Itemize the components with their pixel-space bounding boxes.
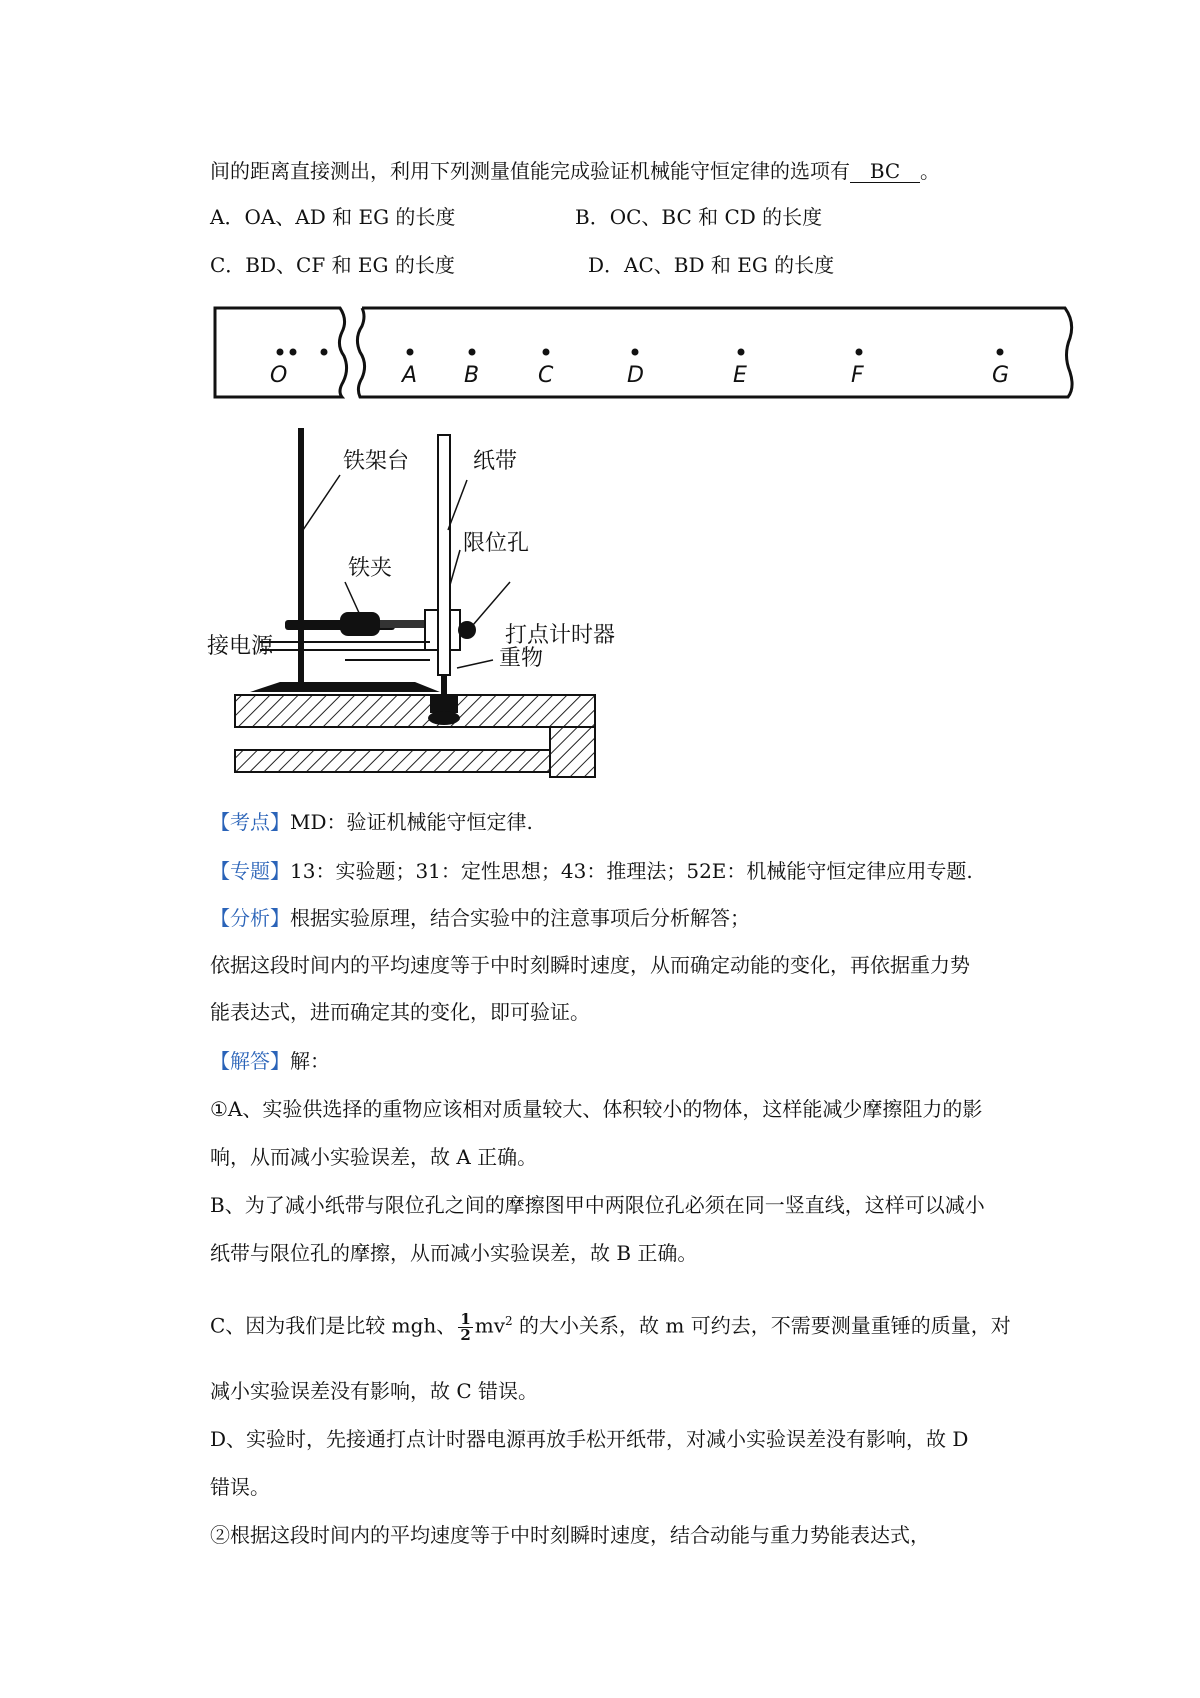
tape-dot	[543, 349, 550, 356]
option-a: A．OA、AD 和 EG 的长度	[210, 205, 456, 229]
tape-label-e: E	[733, 363, 747, 388]
kaodian-text: MD：验证机械能守恒定律.	[290, 810, 533, 834]
solution-e-line-1: ②根据这段时间内的平均速度等于中时刻瞬时速度，结合动能与重力势能表达式，	[210, 1523, 930, 1547]
label-weight: 重物	[499, 646, 544, 671]
question-prefix: 间的距离直接测出，利用下列测量值能完成验证机械能守恒定律的选项有	[210, 159, 850, 183]
paper-tape-figure	[210, 300, 1080, 405]
zhuanti-tag: 【专题】	[210, 859, 290, 883]
tape-dot	[632, 349, 639, 356]
fenxi-text: 根据实验原理，结合实验中的注意事项后分析解答；	[290, 906, 750, 930]
solution-b-line-2: 纸带与限位孔的摩擦，从而减小实验误差，故 B 正确。	[210, 1241, 698, 1265]
tape-dot	[738, 349, 745, 356]
label-stand: 铁架台	[343, 449, 410, 474]
jieda-line	[210, 1047, 330, 1075]
fenxi-line	[210, 904, 750, 932]
tape-label-a: A	[402, 363, 418, 388]
solution-d-line-1: D、实验时，先接通打点计时器电源再放手松开纸带，对减小实验误差没有影响，故 D	[210, 1427, 969, 1451]
jieda-tag: 【解答】	[210, 1049, 290, 1073]
weight-body	[430, 695, 458, 713]
zhuanti-line	[210, 857, 973, 885]
solution-c-line-1	[210, 1307, 1011, 1343]
solution-c-line-2: 减小实验误差没有影响，故 C 错误。	[210, 1379, 539, 1403]
table-top	[235, 695, 595, 727]
question-line	[210, 157, 940, 185]
fenxi-line-2: 依据这段时间内的平均速度等于中时刻瞬时速度，从而确定动能的变化，再依据重力势	[210, 953, 970, 977]
tape-dot	[469, 349, 476, 356]
tape-label-c: C	[538, 363, 554, 388]
kaodian-tag: 【考点】	[210, 810, 290, 834]
fenxi-line-3: 能表达式，进而确定其的变化，即可验证。	[210, 1000, 590, 1024]
solution-c-suffix: 的大小关系，故 m 可约去，不需要测量重锤的质量，对	[512, 1313, 1011, 1338]
tape-dot	[407, 349, 414, 356]
solution-a-line-1: ①A、实验供选择的重物应该相对质量较大、体积较小的物体，这样能减少摩擦阻力的影	[210, 1097, 983, 1121]
tape-label-f: F	[851, 363, 864, 388]
tape-dot	[321, 349, 328, 356]
fenxi-tag: 【分析】	[210, 906, 290, 930]
zhuanti-text: 13：实验题；31：定性思想；43：推理法；52E：机械能守恒定律应用专题.	[290, 859, 973, 883]
fraction-denominator: 2	[460, 1325, 471, 1344]
tape-dot	[856, 349, 863, 356]
answer-blank: BC	[850, 160, 920, 183]
weight-bottom	[428, 711, 460, 725]
solution-d-line-2: 错误。	[210, 1475, 270, 1499]
label-power: 接电源	[207, 634, 274, 659]
option-c: C．BD、CF 和 EG 的长度	[210, 253, 455, 277]
tape-label-o: O	[270, 363, 288, 388]
label-hole: 限位孔	[463, 531, 530, 556]
option-b: B．OC、BC 和 CD 的长度	[575, 205, 823, 229]
tape-dot	[997, 349, 1004, 356]
option-d: D．AC、BD 和 EG 的长度	[588, 253, 835, 277]
tape-label-d: D	[627, 363, 644, 388]
jieda-text: 解：	[290, 1049, 330, 1073]
table-leg	[550, 727, 595, 777]
apparatus-figure	[205, 420, 635, 780]
question-suffix: 。	[920, 159, 940, 183]
tape-dot	[277, 349, 284, 356]
stand-base	[250, 682, 440, 692]
solution-c-prefix: C、因为我们是比较 mgh、	[210, 1313, 457, 1338]
solution-b-line-1: B、为了减小纸带与限位孔之间的摩擦图甲中两限位孔必须在同一竖直线，这样可以减小	[210, 1193, 985, 1217]
tape-dot	[290, 349, 297, 356]
tape-label-g: G	[992, 363, 1010, 388]
weight-hook	[441, 675, 447, 695]
fraction-half	[458, 1309, 472, 1344]
table-shelf	[235, 750, 550, 772]
kaodian-line	[210, 808, 533, 836]
solution-a-line-2: 响，从而减小实验误差，故 A 正确。	[210, 1145, 538, 1169]
tape-dots	[277, 349, 1004, 356]
label-tape: 纸带	[473, 449, 518, 474]
tape-label-b: B	[464, 363, 480, 388]
clamp-head	[340, 612, 380, 636]
solution-c-mv: mv	[474, 1313, 506, 1338]
label-timer: 打点计时器	[505, 623, 616, 648]
label-clamp: 铁夹	[348, 556, 393, 581]
paper-strip	[438, 435, 450, 675]
solution-c-exponent: 2	[505, 1314, 513, 1328]
fraction-numerator: 1	[460, 1309, 471, 1328]
